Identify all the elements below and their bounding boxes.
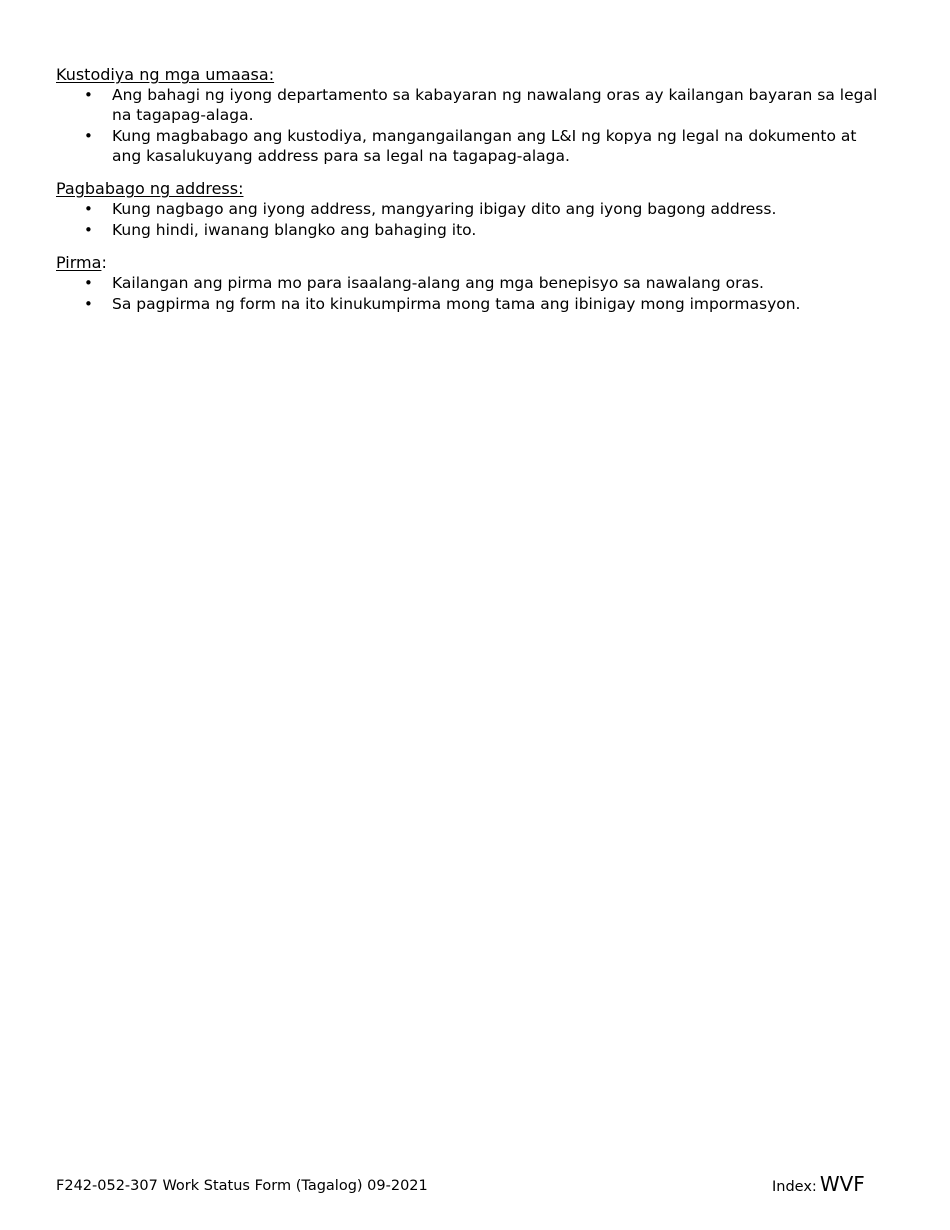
section-heading: Kustodiya ng mga umaasa: [56, 65, 275, 84]
bullet-list [56, 199, 886, 240]
footer-index [772, 1172, 865, 1199]
section-address-change [56, 178, 886, 240]
section-heading: Pirma: [56, 253, 107, 272]
section-dependent-custody [56, 64, 886, 166]
list-item: • Kung hindi, iwanang blangko ang bahaging ito. [84, 221, 477, 239]
section-heading: Pagbabago ng address: [56, 179, 244, 198]
list-item: • Ang bahagi ng iyong departamento sa kabayaran ng nawalang oras ay kailangan bayaran sa legal na tagapag-alaga. [84, 86, 878, 124]
list-item: • Kung nagbago ang iyong address, mangyaring ibigay dito ang iyong bagong address. [84, 200, 777, 218]
index-code: WVF [819, 1172, 865, 1196]
list-item: • Sa pagpirma ng form na ito kinukumpirma mong tama ang ibinigay mong impormasyon. [84, 295, 801, 313]
list-item: • Kailangan ang pirma mo para isaalang-alang ang mga benepisyo sa nawalang oras. [84, 274, 764, 292]
bullet-list [56, 273, 886, 314]
footer-form-id: F242-052-307 Work Status Form (Tagalog) 09-2021 [56, 1178, 428, 1194]
bullet-icon: • [84, 221, 93, 239]
bullet-icon: • [84, 200, 93, 218]
bullet-icon: • [84, 295, 93, 313]
bullet-icon: • [84, 274, 93, 292]
bullet-icon: • [84, 86, 93, 104]
instructions-content [56, 64, 886, 326]
list-item: • Kung magbabago ang kustodiya, mangangailangan ang L&I ng kopya ng legal na dokumento at ang kasalukuyang address para sa legal na tagapag-alaga. [84, 127, 857, 165]
bullet-list [56, 85, 886, 166]
section-signature [56, 252, 886, 314]
bullet-icon: • [84, 127, 93, 145]
index-label: Index: [772, 1179, 817, 1195]
